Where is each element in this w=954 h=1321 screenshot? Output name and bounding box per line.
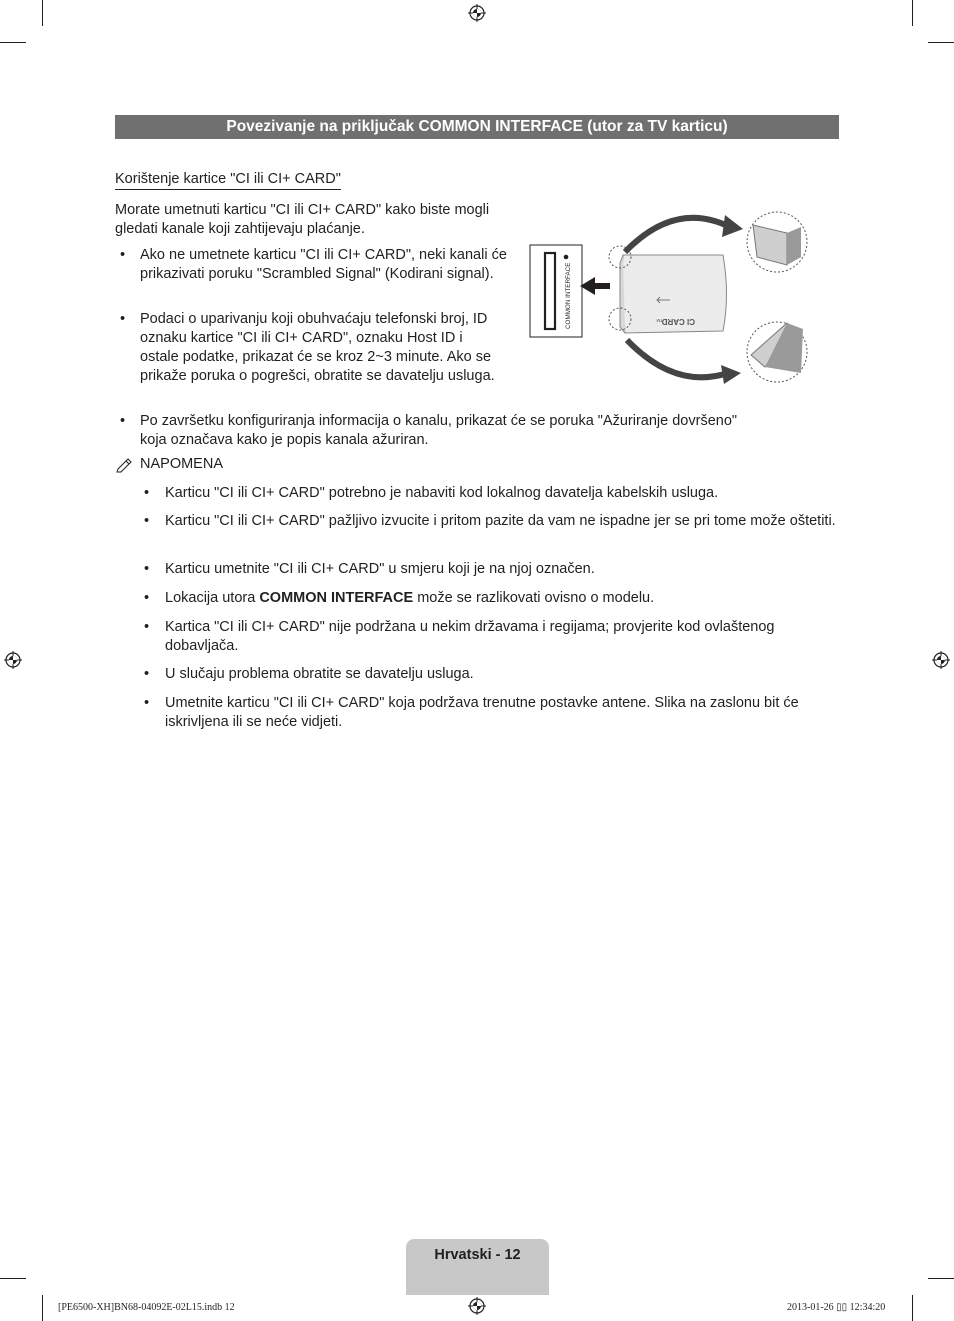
insert-arrow-icon [580, 277, 610, 295]
bullet: • [120, 413, 126, 429]
list-item-text: Po završetku konfiguriranja informacija o kanalu, prikazat će se poruka "Ažuriranje dovršeno" koja označava kako je popis kanala ažuriran. [140, 413, 738, 448]
bullet: • [144, 666, 150, 682]
bullet: • [144, 485, 150, 501]
list-item-text: Podaci o uparivanju koji obuhvaćaju telefonski broj, ID oznaku kartice "CI ili CI+ CARD", oznaku Host ID i ostale podatke, prikazat će se kroz 2~3 minute. Ako se prikaže poruka o pogrešci, obratite se davatelju usluga. [140, 311, 495, 384]
card-edge-detail-top [747, 212, 807, 272]
note-item-text: Karticu "CI ili CI+ CARD" pažljivo izvucite i pritom pazite da vam ne ispadne jer se pri tome može oštetiti. [165, 513, 836, 529]
crop-mark [912, 1295, 913, 1321]
bullet: • [120, 247, 126, 263]
registration-mark-icon [468, 4, 486, 22]
crop-mark [42, 1295, 43, 1321]
note-item-text [165, 589, 840, 608]
crop-mark [42, 0, 43, 26]
bullet: • [144, 619, 150, 635]
card-edge-detail-bottom [747, 322, 807, 382]
note-item-text: U slučaju problema obratite se davatelju usluga. [165, 666, 474, 682]
registration-mark-icon [4, 651, 22, 669]
print-slug-right: 2013-01-26 ▯▯ 12:34:20 [787, 1302, 886, 1313]
card-label-tm: TM [656, 318, 663, 323]
section-title-banner: Povezivanje na priključak COMMON INTERFACE (utor za TV karticu) [115, 115, 839, 139]
note-item-text: Kartica "CI ili CI+ CARD" nije podržana u nekim državama i regijama; provjerite kod ovlaštenog dobavljača. [165, 619, 775, 654]
bullet: • [144, 590, 150, 606]
note-text-post: može se razlikovati ovisno o modelu. [413, 590, 655, 606]
crop-mark [912, 0, 913, 26]
ci-card-insertion-illustration [525, 205, 815, 390]
bullet: • [144, 561, 150, 577]
slot-label: COMMON INTERFACE [565, 262, 572, 329]
bullet: • [144, 513, 150, 529]
list-item-text: Ako ne umetnete karticu "CI ili CI+ CARD", neki kanali će prikazivati poruku "Scrambled Signal" (Kodirani signal). [140, 247, 507, 282]
crop-mark [928, 42, 954, 43]
common-interface-slot [530, 245, 582, 337]
registration-mark-icon [468, 1297, 486, 1315]
slot-name: COMMON INTERFACE [259, 590, 414, 606]
note-label: NAPOMENA [140, 456, 223, 472]
crop-mark [928, 1278, 954, 1279]
intro-paragraph: Morate umetnuti karticu "CI ili CI+ CARD" kako biste mogli gledati kanale koji zahtijevaju plaćanje. [115, 202, 490, 237]
note-item-text: Karticu "CI ili CI+ CARD" potrebno je nabaviti kod lokalnog davatelja kabelskih usluga. [165, 485, 719, 501]
ci-card [620, 255, 727, 333]
page-number-tab: Hrvatski - 12 [406, 1239, 549, 1295]
note-text-pre: Lokacija utora [165, 590, 260, 606]
print-slug-left: [PE6500-XH]BN68-04092E-02L15.indb 12 [58, 1302, 235, 1313]
note-item-text: Umetnite karticu "CI ili CI+ CARD" koja podržava trenutne postavke antene. Slika na zaslonu bit će iskrivljena ili se neće vidjeti. [165, 695, 799, 730]
bullet: • [120, 311, 126, 327]
pencil-note-icon [115, 455, 135, 473]
card-label: CI CARD [661, 317, 695, 326]
bullet: • [144, 695, 150, 711]
subsection-heading: Korištenje kartice "CI ili CI+ CARD" [115, 170, 341, 190]
crop-mark [0, 1278, 26, 1279]
note-item-text: Karticu umetnite "CI ili CI+ CARD" u smjeru koji je na njoj označen. [165, 561, 595, 577]
registration-mark-icon [932, 651, 950, 669]
crop-mark [0, 42, 26, 43]
